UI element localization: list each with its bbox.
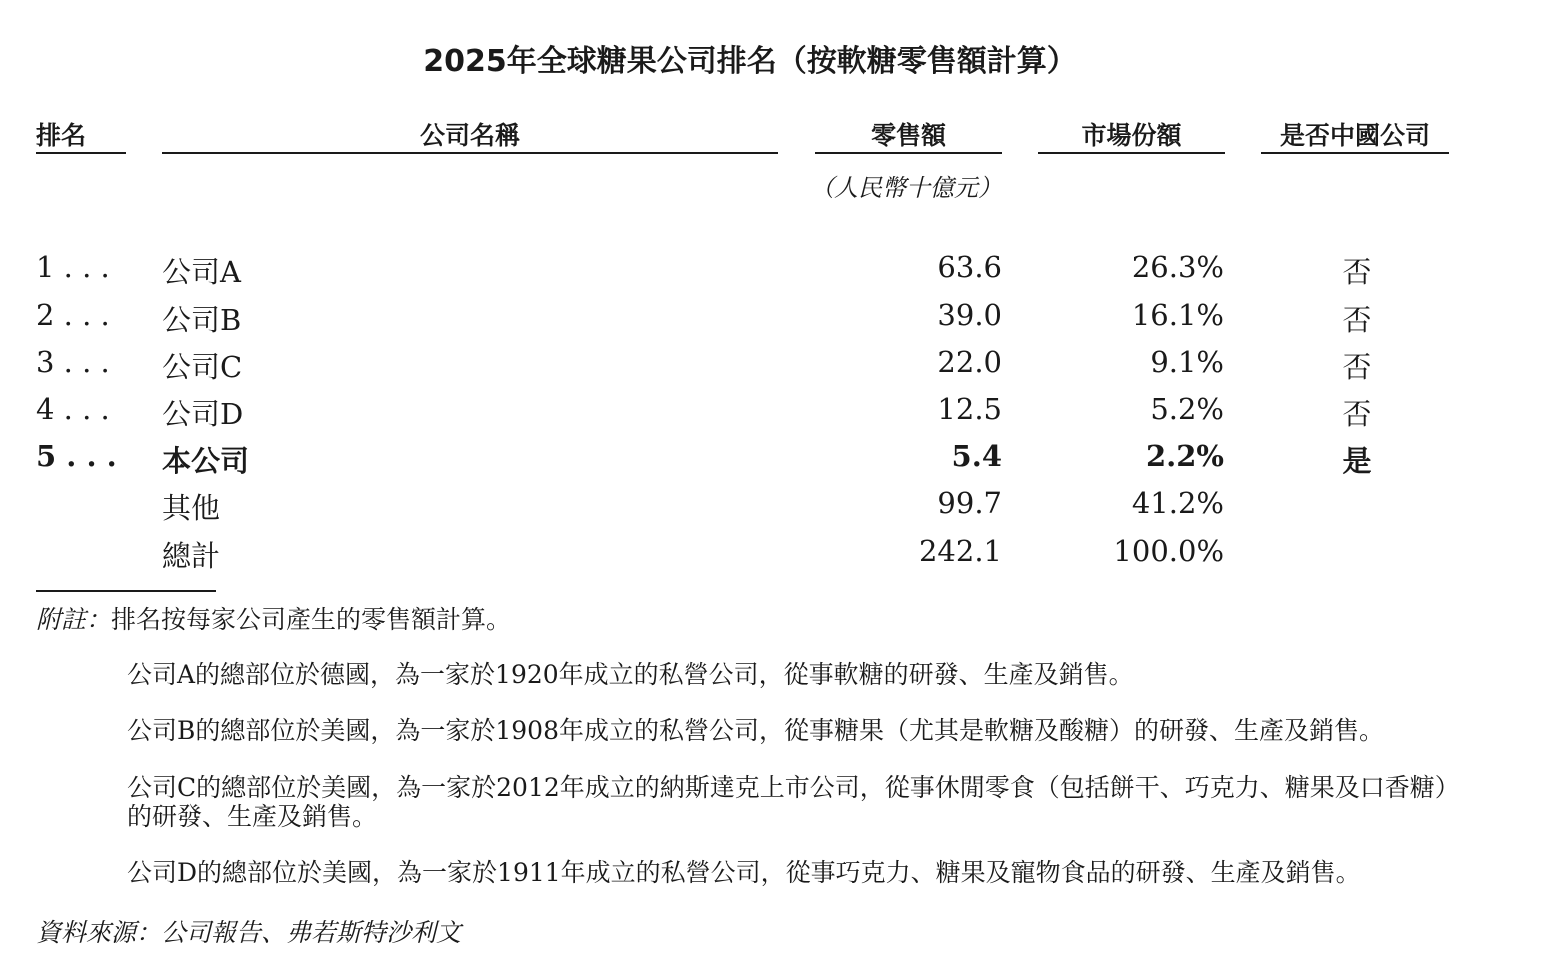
company-a-description: 公司A的總部位於德國，為一家於1920年成立的私營公司，從事軟糖的研發、生產及銷售。	[127, 660, 1134, 689]
market-share-cell: 16.1%	[1131, 298, 1224, 332]
is-chinese-cell: 否	[1342, 303, 1372, 337]
rank-cell: 2 . . .	[36, 298, 110, 332]
table-row	[0, 298, 1556, 344]
retail-sales-cell: 5.4	[951, 439, 1002, 473]
company-name-cell: 其他	[162, 491, 221, 525]
retail-sales-cell: 22.0	[937, 345, 1002, 379]
company-name-cell: 本公司	[162, 444, 250, 478]
market-share-cell: 41.2%	[1131, 486, 1224, 520]
rank-cell: 3 . . .	[36, 345, 110, 379]
footnote-divider	[36, 590, 216, 592]
header-retail-sales: 零售額	[815, 120, 1002, 154]
table-note	[36, 600, 511, 636]
company-name-cell: 公司A	[162, 255, 241, 289]
header-rank: 排名	[36, 120, 126, 154]
rank-cell: 1 . . .	[36, 250, 110, 284]
table-row	[0, 392, 1556, 438]
is-chinese-cell: 是	[1342, 444, 1372, 478]
market-share-cell: 26.3%	[1131, 250, 1224, 284]
header-market-share: 市場份額	[1038, 120, 1225, 154]
header-is-chinese-company: 是否中國公司	[1261, 120, 1449, 154]
market-share-cell: 100.0%	[1113, 534, 1224, 568]
note-label: 附註：	[36, 605, 112, 634]
rank-cell: 5 . . .	[36, 439, 117, 473]
header-company-name: 公司名稱	[162, 120, 778, 154]
table-row	[0, 250, 1556, 296]
market-share-cell: 5.2%	[1150, 392, 1224, 426]
retail-sales-cell: 39.0	[937, 298, 1002, 332]
table-row-total	[0, 534, 1556, 580]
retail-sales-cell: 99.7	[937, 486, 1002, 520]
company-name-cell: 公司B	[162, 303, 242, 337]
is-chinese-cell: 否	[1342, 397, 1372, 431]
table-row-others	[0, 486, 1556, 532]
note-text: 排名按每家公司產生的零售額計算。	[111, 605, 512, 634]
page-title: 2025年全球糖果公司排名（按軟糖零售額計算）	[423, 44, 1077, 79]
market-share-cell: 9.1%	[1150, 345, 1224, 379]
is-chinese-cell: 否	[1342, 255, 1372, 289]
source-citation: 資料來源：公司報告、弗若斯特沙利文	[36, 918, 462, 947]
retail-sales-cell: 242.1	[918, 534, 1002, 568]
company-b-description: 公司B的總部位於美國，為一家於1908年成立的私營公司，從事糖果（尤其是軟糖及酸糖）的研發、生產及銷售。	[127, 716, 1384, 745]
rank-cell: 4 . . .	[36, 392, 110, 426]
company-name-cell: 總計	[162, 539, 221, 573]
retail-sales-cell: 12.5	[937, 392, 1002, 426]
company-name-cell: 公司C	[162, 350, 243, 384]
is-chinese-cell: 否	[1342, 350, 1372, 384]
market-share-cell: 2.2%	[1145, 439, 1224, 473]
company-name-cell: 公司D	[162, 397, 244, 431]
retail-sales-cell: 63.6	[937, 250, 1002, 284]
company-c-description: 公司C的總部位於美國，為一家於2012年成立的納斯達克上市公司，從事休閒零食（包括餅干、巧克力、糖果及口香糖）的研發、生產及銷售。	[127, 773, 1460, 831]
table-row-own-company	[0, 439, 1556, 485]
company-d-description: 公司D的總部位於美國，為一家於1911年成立的私營公司，從事巧克力、糖果及寵物食品的研發、生產及銷售。	[127, 858, 1361, 887]
table-row	[0, 345, 1556, 391]
sales-unit-label: （人民幣十億元）	[810, 174, 1002, 202]
